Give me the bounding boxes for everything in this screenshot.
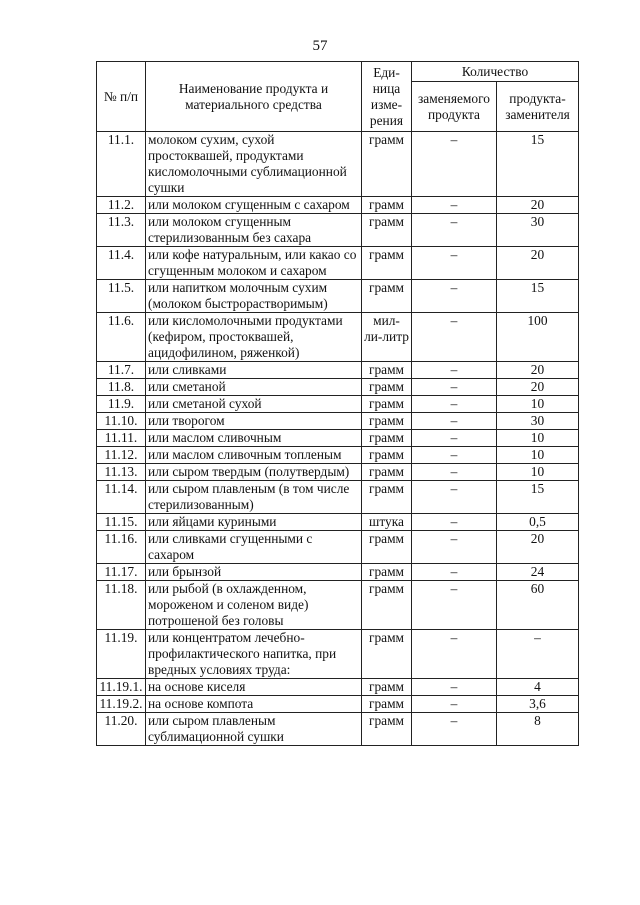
replaced-quantity: – (412, 713, 497, 746)
table-row (97, 679, 579, 696)
table-row (97, 481, 579, 514)
row-number: 11.11. (97, 430, 146, 447)
replaced-quantity: – (412, 464, 497, 481)
substitute-quantity: 3,6 (497, 696, 579, 713)
substitution-table (96, 61, 579, 746)
substitute-quantity: 0,5 (497, 514, 579, 531)
product-name: или кисломолочными продуктами (кефиром, простоквашей, ацидофилином, ряженкой) (146, 313, 362, 362)
table-row (97, 464, 579, 481)
replaced-quantity: – (412, 531, 497, 564)
unit-cell: грамм (362, 132, 412, 197)
substitute-quantity: 10 (497, 464, 579, 481)
table-row (97, 362, 579, 379)
page-number: 57 (312, 38, 328, 54)
header-replaced: заменяемого продукта (412, 82, 497, 132)
product-name: или яйцами куриными (146, 514, 362, 531)
replaced-quantity: – (412, 447, 497, 464)
unit-cell: грамм (362, 564, 412, 581)
product-name: или маслом сливочным (146, 430, 362, 447)
row-number: 11.19.1. (97, 679, 146, 696)
row-number: 11.4. (97, 247, 146, 280)
substitute-quantity: – (497, 630, 579, 679)
substitute-quantity: 20 (497, 531, 579, 564)
replaced-quantity: – (412, 481, 497, 514)
unit-cell: грамм (362, 362, 412, 379)
row-number: 11.14. (97, 481, 146, 514)
replaced-quantity: – (412, 679, 497, 696)
replaced-quantity: – (412, 430, 497, 447)
unit-cell: грамм (362, 413, 412, 430)
product-name: или молоком сгущенным с сахаром (146, 197, 362, 214)
row-number: 11.19.2. (97, 696, 146, 713)
product-name: или творогом (146, 413, 362, 430)
product-name: или маслом сливочным топленым (146, 447, 362, 464)
row-number: 11.2. (97, 197, 146, 214)
header-quantity: Количество (412, 62, 579, 82)
replaced-quantity: – (412, 379, 497, 396)
replaced-quantity: – (412, 362, 497, 379)
table-body (97, 132, 579, 746)
replaced-quantity: – (412, 197, 497, 214)
replaced-quantity: – (412, 313, 497, 362)
substitute-quantity: 10 (497, 447, 579, 464)
row-number: 11.13. (97, 464, 146, 481)
table-row (97, 280, 579, 313)
replaced-quantity: – (412, 514, 497, 531)
unit-cell: грамм (362, 430, 412, 447)
unit-cell: грамм (362, 379, 412, 396)
row-number: 11.10. (97, 413, 146, 430)
unit-cell: грамм (362, 447, 412, 464)
replaced-quantity: – (412, 413, 497, 430)
unit-cell: грамм (362, 713, 412, 746)
replaced-quantity: – (412, 581, 497, 630)
table-row (97, 581, 579, 630)
unit-cell: мил-ли-литр (362, 313, 412, 362)
replaced-quantity: – (412, 564, 497, 581)
row-number: 11.18. (97, 581, 146, 630)
unit-cell: штука (362, 514, 412, 531)
unit-cell: грамм (362, 280, 412, 313)
unit-cell: грамм (362, 197, 412, 214)
product-name: или сливками (146, 362, 362, 379)
substitute-quantity: 60 (497, 581, 579, 630)
table-row (97, 696, 579, 713)
product-name: или брынзой (146, 564, 362, 581)
substitute-quantity: 10 (497, 430, 579, 447)
row-number: 11.20. (97, 713, 146, 746)
replaced-quantity: – (412, 396, 497, 413)
unit-cell: грамм (362, 696, 412, 713)
row-number: 11.7. (97, 362, 146, 379)
table-row (97, 132, 579, 197)
product-name: или сыром плавленым (в том числе стерилизованным) (146, 481, 362, 514)
substitute-quantity: 10 (497, 396, 579, 413)
substitute-quantity: 100 (497, 313, 579, 362)
row-number: 11.15. (97, 514, 146, 531)
row-number: 11.1. (97, 132, 146, 197)
product-name: или сыром твердым (полутвердым) (146, 464, 362, 481)
product-name: на основе киселя (146, 679, 362, 696)
replaced-quantity: – (412, 132, 497, 197)
table-row (97, 214, 579, 247)
row-number: 11.16. (97, 531, 146, 564)
substitute-quantity: 8 (497, 713, 579, 746)
substitute-quantity: 15 (497, 481, 579, 514)
substitute-quantity: 20 (497, 379, 579, 396)
row-number: 11.5. (97, 280, 146, 313)
substitute-quantity: 24 (497, 564, 579, 581)
replaced-quantity: – (412, 247, 497, 280)
table-row (97, 430, 579, 447)
substitute-quantity: 20 (497, 362, 579, 379)
unit-cell: грамм (362, 679, 412, 696)
table-row (97, 514, 579, 531)
product-name: или сыром плавленым сублимационной сушки (146, 713, 362, 746)
product-name: или молоком сгущенным стерилизованным без сахара (146, 214, 362, 247)
product-name: или кофе натуральным, или какао со сгущенным молоком и сахаром (146, 247, 362, 280)
unit-cell: грамм (362, 531, 412, 564)
product-name: или напитком молочным сухим (молоком быстрорастворимым) (146, 280, 362, 313)
row-number: 11.17. (97, 564, 146, 581)
table-row (97, 379, 579, 396)
product-name: или сливками сгущенными с сахаром (146, 531, 362, 564)
row-number: 11.3. (97, 214, 146, 247)
header-substitute: продукта-заменителя (497, 82, 579, 132)
substitute-quantity: 30 (497, 413, 579, 430)
table-row (97, 531, 579, 564)
unit-cell: грамм (362, 481, 412, 514)
table-row (97, 447, 579, 464)
product-name: или сметаной сухой (146, 396, 362, 413)
row-number: 11.12. (97, 447, 146, 464)
product-name: или концентратом лечебно-профилактического напитка, при вредных условиях труда: (146, 630, 362, 679)
product-name: на основе компота (146, 696, 362, 713)
unit-cell: грамм (362, 247, 412, 280)
product-name: или сметаной (146, 379, 362, 396)
product-name: молоком сухим, сухой простоквашей, продуктами кисломолочными сублимационной сушки (146, 132, 362, 197)
unit-cell: грамм (362, 464, 412, 481)
substitute-quantity: 4 (497, 679, 579, 696)
substitute-quantity: 15 (497, 132, 579, 197)
substitute-quantity: 15 (497, 280, 579, 313)
substitute-quantity: 20 (497, 197, 579, 214)
unit-cell: грамм (362, 396, 412, 413)
table-row (97, 197, 579, 214)
table-row (97, 396, 579, 413)
unit-cell: грамм (362, 630, 412, 679)
replaced-quantity: – (412, 630, 497, 679)
substitute-quantity: 20 (497, 247, 579, 280)
table-row (97, 564, 579, 581)
unit-cell: грамм (362, 581, 412, 630)
product-name: или рыбой (в охлажденном, мороженом и соленом виде) потрошеной без головы (146, 581, 362, 630)
header-num: № п/п (97, 62, 146, 132)
table-row (97, 713, 579, 746)
row-number: 11.19. (97, 630, 146, 679)
header-unit: Еди-ница изме-рения (362, 62, 412, 132)
unit-cell: грамм (362, 214, 412, 247)
replaced-quantity: – (412, 696, 497, 713)
replaced-quantity: – (412, 214, 497, 247)
replaced-quantity: – (412, 280, 497, 313)
table-row (97, 630, 579, 679)
table-row (97, 313, 579, 362)
table-row (97, 413, 579, 430)
row-number: 11.8. (97, 379, 146, 396)
header-name: Наименование продукта и материального средства (146, 62, 362, 132)
substitute-quantity: 30 (497, 214, 579, 247)
row-number: 11.9. (97, 396, 146, 413)
row-number: 11.6. (97, 313, 146, 362)
table-row (97, 247, 579, 280)
